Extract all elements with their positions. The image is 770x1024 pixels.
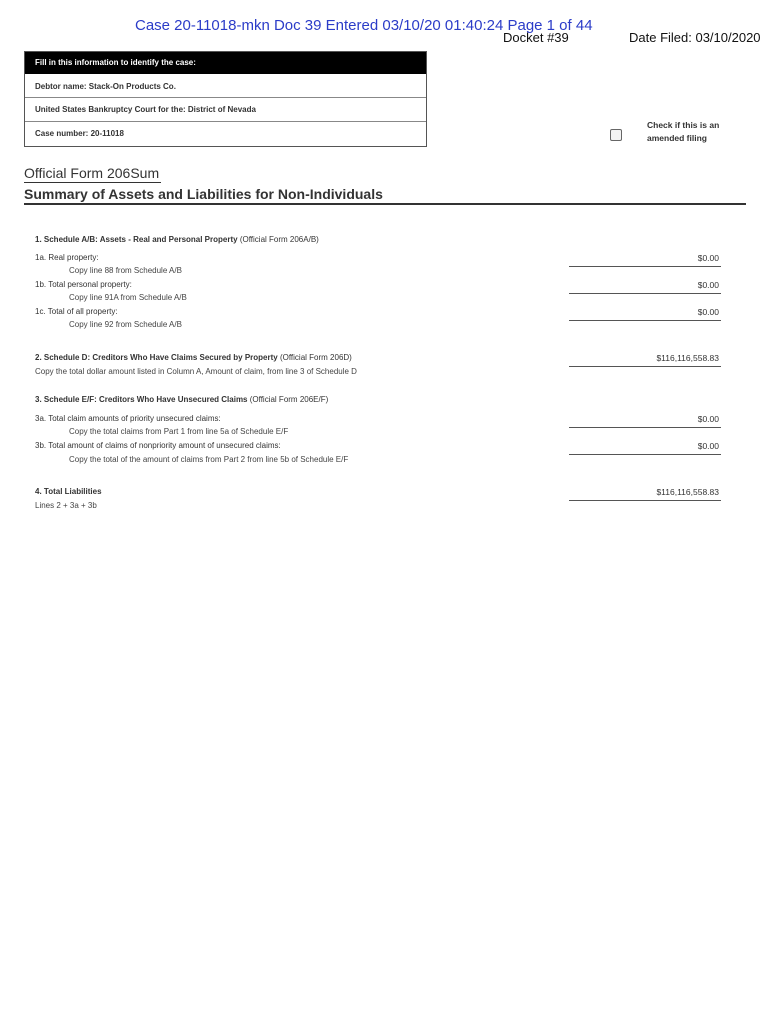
- amended-filing-checkbox[interactable]: [610, 129, 622, 141]
- debtor-name: Debtor name: Stack-On Products Co.: [35, 82, 176, 91]
- section-2-amount: $116,116,558.83: [656, 353, 719, 363]
- line-1c-label: 1c. Total of all property:: [35, 307, 118, 316]
- section-2-note: Copy the total dollar amount listed in Column A, Amount of claim, from line 3 of Schedule D: [35, 367, 357, 376]
- section-2-ref: (Official Form 206D): [279, 353, 352, 362]
- amount-underline: [569, 500, 721, 501]
- id-box-title: Fill in this information to identify the case:: [25, 52, 426, 74]
- court-name: United States Bankruptcy Court for the: District of Nevada: [35, 105, 256, 114]
- section-1-heading: [35, 235, 319, 244]
- amount-underline: [569, 427, 721, 428]
- line-1c-note: Copy line 92 from Schedule A/B: [69, 320, 182, 329]
- amended-label-line2: amended filing: [647, 133, 707, 143]
- amended-label-line1: Check if this is an: [647, 120, 720, 130]
- line-1c-amount: $0.00: [697, 307, 719, 317]
- date-filed: Date Filed: 03/10/2020: [629, 30, 761, 45]
- section-2-heading: [35, 353, 352, 362]
- line-3a-label: 3a. Total claim amounts of priority unsecured claims:: [35, 414, 221, 423]
- line-3b-label: 3b. Total amount of claims of nonpriority amount of unsecured claims:: [35, 441, 281, 450]
- section-1-ref: (Official Form 206A/B): [239, 235, 319, 244]
- section-2-title: 2. Schedule D: Creditors Who Have Claims Secured by Property: [35, 353, 278, 362]
- section-3-ref: (Official Form 206E/F): [249, 395, 329, 404]
- docket-number: Docket #39: [503, 30, 569, 45]
- amount-underline: [569, 454, 721, 455]
- form-subtitle: Summary of Assets and Liabilities for Non-Individuals: [24, 186, 383, 202]
- line-1a-note: Copy line 88 from Schedule A/B: [69, 266, 182, 275]
- line-3a-note: Copy the total claims from Part 1 from line 5a of Schedule E/F: [69, 427, 289, 436]
- case-identification-box: [24, 51, 427, 147]
- total-liabilities-amount: $116,116,558.83: [656, 487, 719, 497]
- divider: [25, 121, 426, 122]
- line-1a-amount: $0.00: [697, 253, 719, 263]
- amount-underline: [569, 266, 721, 267]
- line-1b-label: 1b. Total personal property:: [35, 280, 132, 289]
- form-title: Official Form 206Sum: [24, 165, 160, 181]
- section-4-note: Lines 2 + 3a + 3b: [35, 501, 97, 510]
- case-number: Case number: 20-11018: [35, 129, 124, 138]
- line-3b-note: Copy the total of the amount of claims from Part 2 from line 5b of Schedule E/F: [69, 455, 349, 464]
- header-rule: [24, 203, 746, 205]
- amount-underline: [569, 366, 721, 367]
- amount-underline: [569, 293, 721, 294]
- line-3b-amount: $0.00: [697, 441, 719, 451]
- section-3-title: 3. Schedule E/F: Creditors Who Have Unsecured Claims: [35, 395, 248, 404]
- line-1b-amount: $0.00: [697, 280, 719, 290]
- section-3-heading: [35, 395, 328, 404]
- line-1a-label: 1a. Real property:: [35, 253, 99, 262]
- amount-underline: [569, 320, 721, 321]
- amended-filing-label: [647, 119, 719, 145]
- divider: [25, 97, 426, 98]
- section-1-title: 1. Schedule A/B: Assets - Real and Personal Property: [35, 235, 238, 244]
- line-1b-note: Copy line 91A from Schedule A/B: [69, 293, 187, 302]
- line-3a-amount: $0.00: [697, 414, 719, 424]
- case-stamp: Case 20-11018-mkn Doc 39 Entered 03/10/20 01:40:24 Page 1 of 44: [135, 17, 593, 34]
- title-underline: [24, 182, 161, 183]
- section-4-heading: 4. Total Liabilities: [35, 487, 102, 496]
